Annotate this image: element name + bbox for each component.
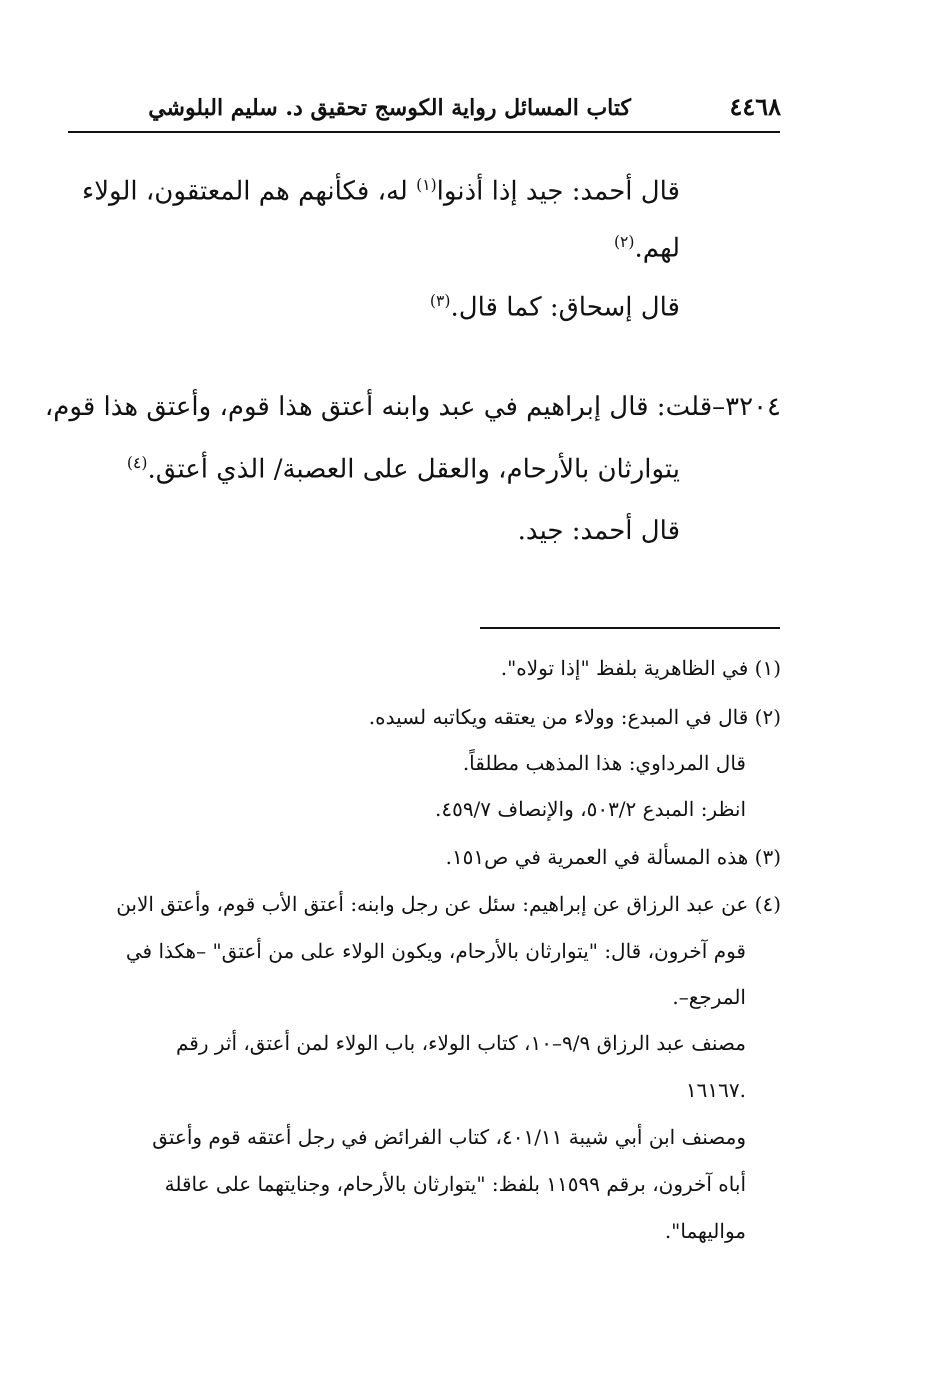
footnote-line: انظر: المبدع ٥٠٣/٢، والإنصاف ٤٥٩/٧.	[434, 797, 746, 821]
paragraph-line: قال أحمد: جيد.	[517, 516, 680, 546]
page-number: ٤٤٦٨	[729, 92, 781, 121]
footnote-separator	[480, 627, 780, 629]
running-header-title: كتاب المسائل رواية الكوسج تحقيق د. سليم البلوشي	[148, 95, 631, 121]
paragraph-line	[127, 454, 680, 485]
footnote-ref: (٣)	[429, 292, 451, 310]
paragraph-line: ٣٢٠٤–قلت: قال إبراهيم في عبد وابنه أعتق هذا قوم، وأعتق هذا قوم،	[44, 392, 781, 422]
footnote-line: قال المرداوي: هذا المذهب مطلقاً.	[462, 751, 746, 775]
text-segment: قال أحمد: جيد إذا أذنوا	[436, 176, 680, 207]
footnote-line: أباه آخرون، برقم ١١٥٩٩ بلفظ: "يتوارثان بالأرحام، وجنايتهما على عاقلة	[164, 1172, 746, 1196]
footnote-line: المرجع–.	[672, 985, 746, 1009]
footnote: (٣) هذه المسألة في العمرية في ص١٥١.	[445, 845, 781, 869]
paragraph-line	[614, 233, 680, 264]
footnote-line: مصنف عبد الرزاق ٩/٩–١٠، كتاب الولاء، باب الولاء لمن أعتق، أثر رقم	[175, 1031, 746, 1055]
text-segment: له، فكأنهم هم المعتقون، الولاء	[82, 176, 417, 207]
footnote-ref: (٤)	[126, 454, 148, 472]
footnote-line: ومصنف ابن أبي شيبة ٤٠١/١١، كتاب الفرائض في رجل أعتقه قوم وأعتق	[152, 1125, 746, 1149]
footnote-ref: (٢)	[613, 233, 635, 251]
text-segment: قال إسحاق: كما قال.	[450, 292, 680, 323]
footnote-line: ١٦١٦٧.	[685, 1078, 746, 1102]
paragraph-line	[430, 292, 680, 323]
footnote-line: مواليهما".	[664, 1219, 746, 1243]
paragraph-line	[70, 176, 680, 207]
footnote: (١) في الظاهرية بلفظ "إذا تولاه".	[500, 656, 781, 680]
text-segment: لهم.	[634, 233, 680, 264]
footnote: (٢) قال في المبدع: وولاء من يعتقه ويكاتبه لسيده.	[368, 705, 781, 729]
footnote-line: قوم آخرون، قال: "يتوارثان بالأرحام، ويكون الولاء على من أعتق" –هكذا في	[125, 939, 746, 963]
header-rule	[68, 131, 780, 133]
footnote: (٤) عن عبد الرزاق عن إبراهيم: سئل عن رجل وابنه: أعتق الأب قوم، وأعتق الابن	[116, 892, 781, 916]
text-segment: يتوارثان بالأرحام، والعقل على العصبة/ الذي أعتق.	[147, 454, 680, 485]
footnote-ref: (١)	[416, 176, 437, 194]
